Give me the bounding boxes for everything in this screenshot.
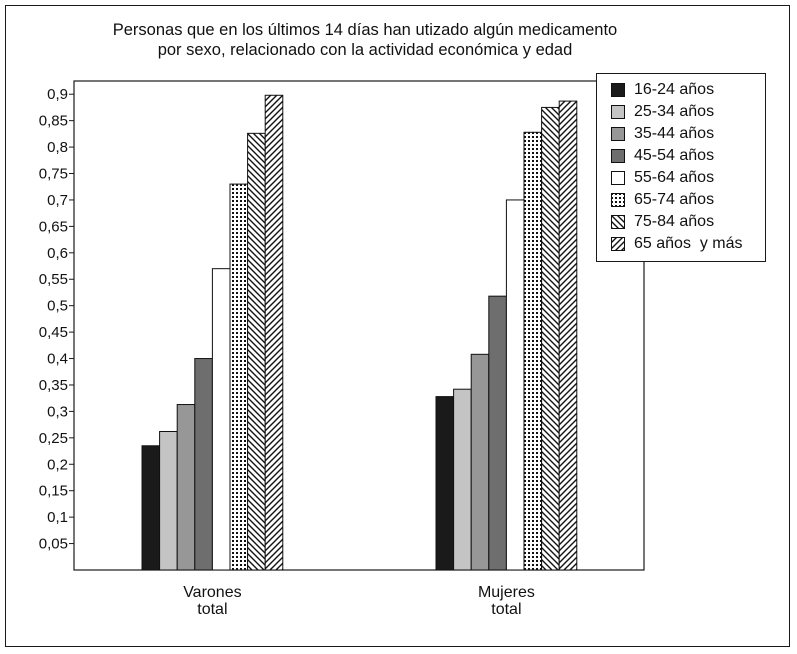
bar-75-84-años-1	[542, 107, 560, 570]
legend-label: 16-24 años	[634, 81, 715, 98]
y-tick-label: 0,65	[38, 218, 68, 236]
bar-65-74-años-1	[524, 132, 542, 570]
legend-item	[611, 80, 714, 100]
legend-item	[611, 168, 714, 188]
plot-area	[39, 81, 644, 618]
x-category-label: total	[197, 601, 228, 618]
chart-title-line-1: Personas que en los últimos 14 días han utizado algún medicamento	[112, 21, 618, 39]
legend-swatch	[611, 149, 625, 163]
x-category-label: total	[491, 601, 522, 618]
chart-title-line-2: por sexo, relacionado con la actividad económica y edad	[157, 41, 573, 59]
legend-item	[611, 212, 714, 232]
x-category-label: Varones	[183, 584, 242, 601]
legend-label: 35-44 años	[634, 125, 715, 142]
y-tick-label: 0,7	[47, 191, 68, 209]
bar-45-54-años-0	[195, 359, 213, 570]
y-tick-label: 0,6	[47, 244, 68, 262]
bar-25-34-años-1	[454, 389, 472, 570]
legend-label: 55-64 años	[634, 169, 715, 186]
legend-item	[611, 102, 714, 122]
legend-swatch	[611, 127, 625, 141]
y-tick-label: 0,4	[47, 350, 68, 368]
legend-swatch	[611, 215, 625, 229]
y-tick-label: 0,8	[47, 139, 68, 157]
legend-label: 65-74 años	[634, 191, 715, 208]
y-tick-label: 0,35	[38, 376, 68, 394]
bar-16-24-años-0	[142, 446, 160, 570]
bar-65-años-y-más-1	[559, 101, 577, 570]
legend-label: 45-54 años	[634, 147, 715, 164]
y-tick-label: 0,2	[47, 456, 68, 474]
legend-label: 75-84 años	[634, 213, 715, 230]
legend-label: 65 años y más	[634, 235, 743, 252]
y-tick-label: 0,85	[38, 112, 68, 130]
y-tick-label: 0,1	[47, 509, 68, 527]
legend-swatch	[611, 105, 625, 119]
bar-25-34-años-0	[160, 431, 178, 570]
y-tick-label: 0,75	[38, 165, 68, 183]
bar-55-64-años-1	[506, 200, 524, 570]
legend	[596, 73, 766, 262]
y-tick-label: 0,25	[38, 429, 68, 447]
y-tick-label: 0,55	[38, 271, 68, 289]
legend-item	[611, 190, 714, 210]
legend-item	[611, 124, 714, 144]
legend-swatch	[611, 83, 625, 97]
y-tick-label: 0,05	[38, 535, 68, 553]
y-tick-label: 0,15	[38, 482, 68, 500]
bar-55-64-años-0	[212, 269, 230, 570]
y-tick-label: 0,9	[47, 86, 68, 104]
bar-16-24-años-1	[436, 397, 454, 570]
legend-item	[611, 146, 714, 166]
legend-label: 25-34 años	[634, 103, 715, 120]
bar-65-74-años-0	[230, 184, 248, 570]
y-tick-label: 0,3	[47, 403, 68, 421]
bar-45-54-años-1	[489, 296, 507, 570]
legend-swatch	[611, 237, 625, 251]
bar-35-44-años-1	[471, 354, 489, 570]
bar-65-años-y-más-0	[265, 95, 283, 570]
legend-swatch	[611, 171, 625, 185]
x-category-label: Mujeres	[477, 584, 535, 601]
y-tick-label: 0,45	[38, 324, 68, 342]
legend-item	[611, 234, 743, 254]
legend-swatch	[611, 193, 625, 207]
y-tick-label: 0,5	[47, 297, 68, 315]
bar-35-44-años-0	[177, 405, 195, 570]
bar-75-84-años-0	[248, 133, 266, 570]
